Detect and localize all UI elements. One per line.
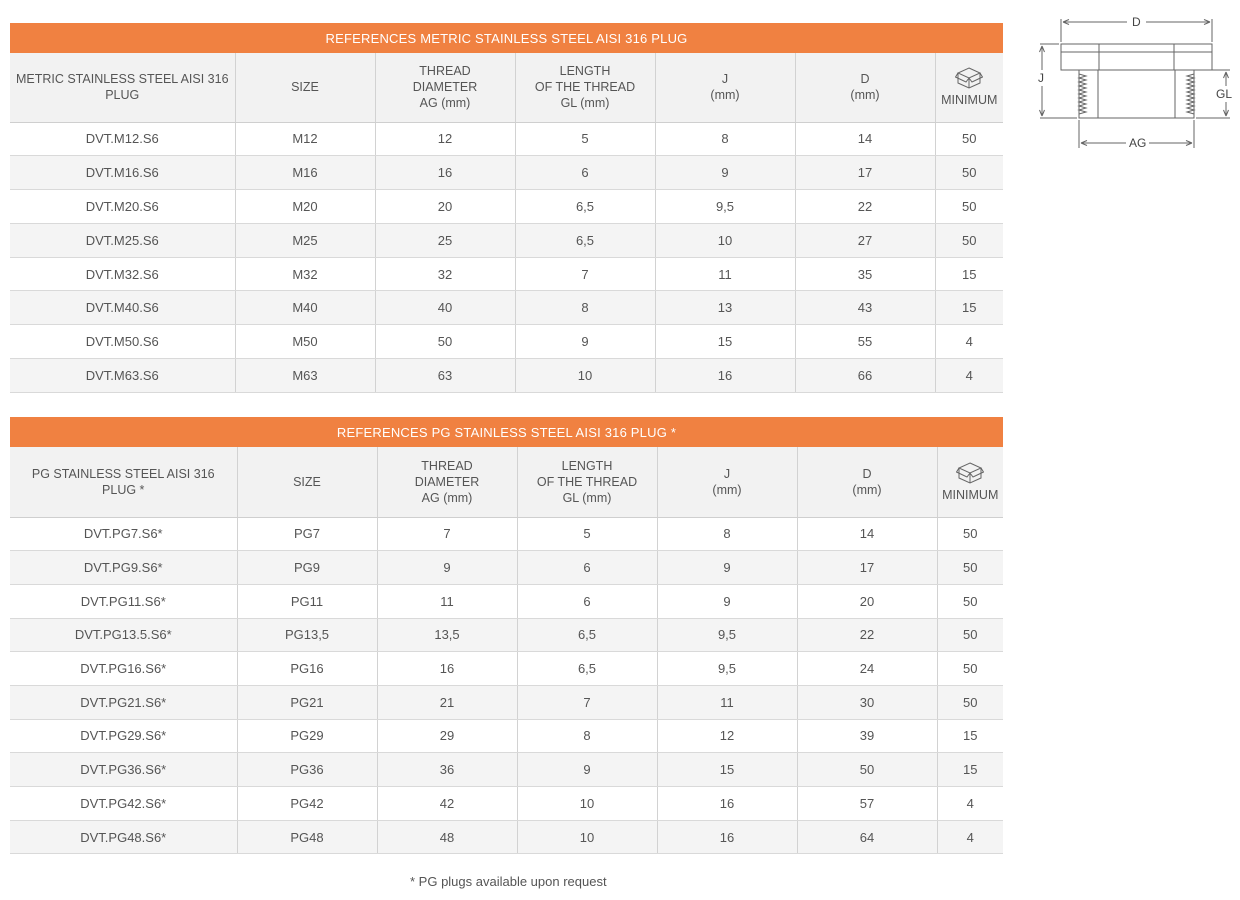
table-row [10, 257, 1003, 291]
cell-d: 64 [797, 820, 937, 854]
cell-reference: DVT.PG48.S6* [10, 820, 237, 854]
table-row [10, 359, 1003, 393]
cell-size: M12 [235, 122, 375, 156]
cell-thread-diameter: 11 [377, 584, 517, 618]
cell-minimum: 50 [937, 685, 1003, 719]
cell-size: PG16 [237, 652, 377, 686]
cell-thread-length: 6,5 [517, 618, 657, 652]
cell-thread-diameter: 63 [375, 359, 515, 393]
pg-table-title: REFERENCES PG STAINLESS STEEL AISI 316 PLUG * [10, 417, 1003, 447]
cell-size: PG11 [237, 584, 377, 618]
cell-thread-length: 10 [515, 359, 655, 393]
cell-thread-diameter: 50 [375, 325, 515, 359]
cell-thread-diameter: 20 [375, 190, 515, 224]
table-row [10, 156, 1003, 190]
cell-minimum: 4 [935, 325, 1003, 359]
cell-thread-diameter: 42 [377, 787, 517, 821]
cell-thread-diameter: 21 [377, 685, 517, 719]
cell-size: M40 [235, 291, 375, 325]
cell-j: 9,5 [655, 190, 795, 224]
cell-d: 27 [795, 223, 935, 257]
cell-thread-diameter: 48 [377, 820, 517, 854]
cell-size: M16 [235, 156, 375, 190]
table-row [10, 787, 1003, 821]
header-minimum-label: MINIMUM [942, 487, 999, 502]
box-package-icon [956, 461, 984, 485]
cell-reference: DVT.M12.S6 [10, 122, 235, 156]
cell-d: 43 [795, 291, 935, 325]
cell-reference: DVT.M16.S6 [10, 156, 235, 190]
cell-thread-length: 6,5 [517, 652, 657, 686]
cell-thread-length: 7 [517, 685, 657, 719]
plug-dimension-diagram [1030, 12, 1235, 157]
cell-thread-diameter: 16 [375, 156, 515, 190]
cell-d: 35 [795, 257, 935, 291]
header-d: D (mm) [795, 53, 935, 122]
cell-reference: DVT.M25.S6 [10, 223, 235, 257]
header-thread-diameter: THREAD DIAMETER AG (mm) [375, 53, 515, 122]
diagram-label-gl: GL [1216, 87, 1233, 101]
cell-d: 50 [797, 753, 937, 787]
cell-thread-length: 5 [515, 122, 655, 156]
cell-thread-diameter: 25 [375, 223, 515, 257]
table-row [10, 753, 1003, 787]
cell-thread-length: 10 [517, 787, 657, 821]
cell-thread-length: 8 [515, 291, 655, 325]
cell-thread-length: 6 [515, 156, 655, 190]
footnote: * PG plugs available upon request [410, 874, 607, 889]
cell-d: 55 [795, 325, 935, 359]
cell-size: PG21 [237, 685, 377, 719]
cell-d: 17 [795, 156, 935, 190]
cell-d: 22 [795, 190, 935, 224]
pg-table-body [10, 517, 1003, 854]
cell-thread-diameter: 7 [377, 517, 517, 551]
cell-d: 30 [797, 685, 937, 719]
cell-size: PG13,5 [237, 618, 377, 652]
cell-d: 22 [797, 618, 937, 652]
header-thread-length: LENGTH OF THE THREAD GL (mm) [515, 53, 655, 122]
cell-j: 8 [655, 122, 795, 156]
header-thread-diameter: THREAD DIAMETER AG (mm) [377, 447, 517, 517]
table-row [10, 223, 1003, 257]
cell-j: 16 [657, 820, 797, 854]
header-size: SIZE [235, 53, 375, 122]
cell-reference: DVT.PG29.S6* [10, 719, 237, 753]
cell-reference: DVT.PG42.S6* [10, 787, 237, 821]
cell-d: 17 [797, 551, 937, 585]
header-d: D (mm) [797, 447, 937, 517]
cell-j: 10 [655, 223, 795, 257]
cell-reference: DVT.M20.S6 [10, 190, 235, 224]
cell-j: 15 [655, 325, 795, 359]
table-row [10, 190, 1003, 224]
table-row [10, 820, 1003, 854]
cell-j: 9,5 [657, 652, 797, 686]
cell-reference: DVT.PG16.S6* [10, 652, 237, 686]
cell-thread-length: 6 [517, 551, 657, 585]
cell-j: 16 [655, 359, 795, 393]
cell-d: 14 [795, 122, 935, 156]
cell-thread-diameter: 12 [375, 122, 515, 156]
cell-reference: DVT.PG13.5.S6* [10, 618, 237, 652]
cell-reference: DVT.PG9.S6* [10, 551, 237, 585]
cell-reference: DVT.PG36.S6* [10, 753, 237, 787]
cell-minimum: 4 [935, 359, 1003, 393]
header-thread-length: LENGTH OF THE THREAD GL (mm) [517, 447, 657, 517]
cell-minimum: 50 [937, 618, 1003, 652]
table-row [10, 584, 1003, 618]
header-j: J (mm) [655, 53, 795, 122]
cell-thread-diameter: 9 [377, 551, 517, 585]
metric-references-table [10, 23, 1003, 393]
cell-thread-length: 9 [517, 753, 657, 787]
diagram-label-d: D [1132, 15, 1141, 29]
cell-thread-diameter: 36 [377, 753, 517, 787]
cell-size: PG42 [237, 787, 377, 821]
cell-size: M20 [235, 190, 375, 224]
diagram-label-j: J [1038, 71, 1044, 85]
cell-d: 66 [795, 359, 935, 393]
header-reference: METRIC STAINLESS STEEL AISI 316 PLUG [10, 53, 235, 122]
cell-minimum: 15 [935, 291, 1003, 325]
header-minimum-label: MINIMUM [941, 93, 998, 108]
cell-thread-length: 7 [515, 257, 655, 291]
table-row [10, 652, 1003, 686]
metric-table-title: REFERENCES METRIC STAINLESS STEEL AISI 316 PLUG [10, 23, 1003, 53]
cell-thread-length: 10 [517, 820, 657, 854]
cell-d: 20 [797, 584, 937, 618]
cell-thread-diameter: 40 [375, 291, 515, 325]
cell-j: 15 [657, 753, 797, 787]
cell-minimum: 15 [937, 753, 1003, 787]
table-row [10, 291, 1003, 325]
cell-reference: DVT.PG21.S6* [10, 685, 237, 719]
cell-d: 39 [797, 719, 937, 753]
cell-thread-length: 6,5 [515, 223, 655, 257]
cell-minimum: 50 [937, 652, 1003, 686]
cell-minimum: 4 [937, 820, 1003, 854]
cell-size: PG29 [237, 719, 377, 753]
cell-minimum: 4 [937, 787, 1003, 821]
cell-size: M25 [235, 223, 375, 257]
cell-size: PG7 [237, 517, 377, 551]
cell-thread-diameter: 16 [377, 652, 517, 686]
cell-size: M63 [235, 359, 375, 393]
table-row [10, 618, 1003, 652]
cell-d: 24 [797, 652, 937, 686]
metric-table-body [10, 122, 1003, 392]
header-size: SIZE [237, 447, 377, 517]
cell-j: 13 [655, 291, 795, 325]
cell-minimum: 50 [935, 190, 1003, 224]
cell-size: M50 [235, 325, 375, 359]
table-row [10, 719, 1003, 753]
table-row [10, 551, 1003, 585]
cell-d: 14 [797, 517, 937, 551]
cell-size: PG9 [237, 551, 377, 585]
table-row [10, 122, 1003, 156]
cell-d: 57 [797, 787, 937, 821]
cell-thread-length: 5 [517, 517, 657, 551]
cell-j: 9 [657, 584, 797, 618]
cell-thread-length: 6 [517, 584, 657, 618]
cell-thread-length: 8 [517, 719, 657, 753]
cell-minimum: 15 [937, 719, 1003, 753]
cell-j: 16 [657, 787, 797, 821]
cell-j: 8 [657, 517, 797, 551]
cell-size: M32 [235, 257, 375, 291]
cell-reference: DVT.PG11.S6* [10, 584, 237, 618]
cell-j: 9 [655, 156, 795, 190]
cell-reference: DVT.M50.S6 [10, 325, 235, 359]
cell-minimum: 50 [937, 584, 1003, 618]
cell-j: 11 [655, 257, 795, 291]
cell-reference: DVT.M32.S6 [10, 257, 235, 291]
cell-size: PG36 [237, 753, 377, 787]
cell-reference: DVT.PG7.S6* [10, 517, 237, 551]
cell-minimum: 50 [935, 223, 1003, 257]
cell-reference: DVT.M40.S6 [10, 291, 235, 325]
cell-minimum: 50 [935, 122, 1003, 156]
diagram-label-ag: AG [1129, 136, 1147, 150]
box-package-icon [955, 66, 983, 90]
header-minimum [935, 53, 1003, 122]
header-minimum [937, 447, 1003, 517]
table-row [10, 325, 1003, 359]
cell-j: 9,5 [657, 618, 797, 652]
cell-minimum: 50 [935, 156, 1003, 190]
header-j: J (mm) [657, 447, 797, 517]
cell-reference: DVT.M63.S6 [10, 359, 235, 393]
cell-j: 11 [657, 685, 797, 719]
cell-thread-length: 9 [515, 325, 655, 359]
table-row [10, 517, 1003, 551]
pg-references-table [10, 417, 1003, 854]
cell-minimum: 50 [937, 517, 1003, 551]
header-reference: PG STAINLESS STEEL AISI 316 PLUG * [10, 447, 237, 517]
cell-thread-diameter: 13,5 [377, 618, 517, 652]
table-row [10, 685, 1003, 719]
cell-size: PG48 [237, 820, 377, 854]
cell-thread-diameter: 32 [375, 257, 515, 291]
cell-thread-diameter: 29 [377, 719, 517, 753]
cell-minimum: 15 [935, 257, 1003, 291]
cell-thread-length: 6,5 [515, 190, 655, 224]
cell-minimum: 50 [937, 551, 1003, 585]
cell-j: 12 [657, 719, 797, 753]
cell-j: 9 [657, 551, 797, 585]
